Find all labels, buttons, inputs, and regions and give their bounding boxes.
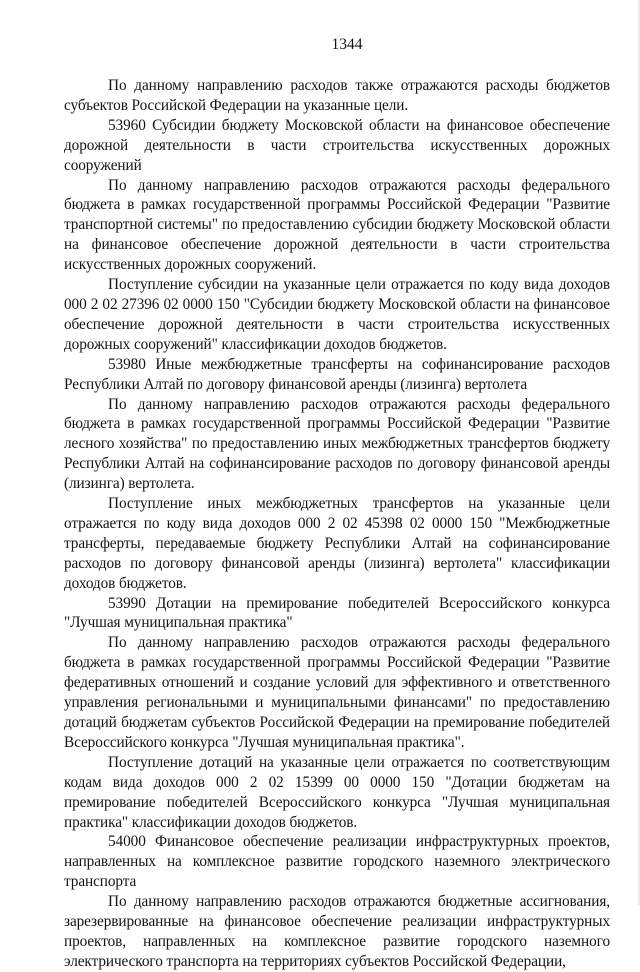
paragraph-53960-heading: 53960 Субсидии бюджету Московской области на финансовое обеспечение дорожной деятельности в части строительства искусственных дорожных сооружений: [64, 116, 610, 174]
paragraph-53990-heading: 53990 Дотации на премирование победителей Всероссийского конкурса "Лучшая муниципальная практика": [64, 594, 610, 632]
paragraph-53980-revenue-code: Поступление иных межбюджетных трансфертов на указанные цели отражается по коду вида доходов 000 2 02 45398 02 0000 150 "Межбюджетные трансферты, передаваемые бюджету Республики Алтай на софинансирование расходов по договору финансовой аренды (лизинга) вертолета" классификации доходов бюджетов.: [64, 495, 610, 592]
page-number: 1344: [331, 36, 363, 53]
paragraph-53990-revenue-code: Поступление дотаций на указанные цели отражается по соответствующим кодам вида доходов 000 2 02 15399 00 0000 150 "Дотации бюджетам на премирование победителей Всероссийского конкурса "Лучшая муниципальная практика" классификации доходов бюджетов.: [64, 753, 610, 831]
paragraph-53980-heading: 53980 Иные межбюджетные трансферты на софинансирование расходов Республики Алтай по договору финансовой аренды (лизинга) вертолета: [64, 355, 610, 393]
paragraph-53980-description: По данному направлению расходов отражаются расходы федерального бюджета в рамках государственной программы Российской Федерации "Развитие лесного хозяйства" по предоставлению иных межбюджетных трансфертов бюджету Республики Алтай на софинансирование расходов по договору финансовой аренды (лизинга) вертолета.: [64, 395, 610, 493]
paragraph-54000-heading: 54000 Финансовое обеспечение реализации инфраструктурных проектов, направленных на комплексное развитие городского наземного электрического транспорта: [64, 833, 610, 891]
paragraph-regional-expenses-note: По данному направлению расходов также отражаются расходы бюджетов субъектов Российской Федерации на указанные цели.: [64, 77, 610, 114]
paragraph-53990-description: По данному направлению расходов отражаются расходы федерального бюджета в рамках государственной программы Российской Федерации "Развитие федеративных отношений и создание условий для эффективного и ответственного управления региональными и муниципальными финансами" по предоставлению дотаций бюджетам субъектов Российской Федерации на премирование победителей Всероссийского конкурса "Лучшая муниципальная практика".: [64, 634, 610, 751]
paragraph-54000-description: По данному направлению расходов отражаются бюджетные ассигнования, зарезервированные на финансовое обеспечение реализации инфраструктурных проектов, направленных на комплексное развитие городского наземного электрического транспорта на территориях субъектов Российской Федерации,: [64, 893, 610, 970]
paragraph-53960-revenue-code: Поступление субсидии на указанные цели отражается по коду вида доходов 000 2 02 27396 02 0000 150 "Субсидии бюджету Московской области на финансовое обеспечение дорожной деятельности в части строительства искусственных дорожных сооружений" классификации доходов бюджетов.: [64, 276, 610, 353]
paragraph-53960-description: По данному направлению расходов отражаются расходы федерального бюджета в рамках государственной программы Российской Федерации "Развитие транспортной системы" по предоставлению субсидии бюджету Московской области на финансовое обеспечение дорожной деятельности в части строительства искусственных дорожных сооружений.: [64, 176, 610, 274]
